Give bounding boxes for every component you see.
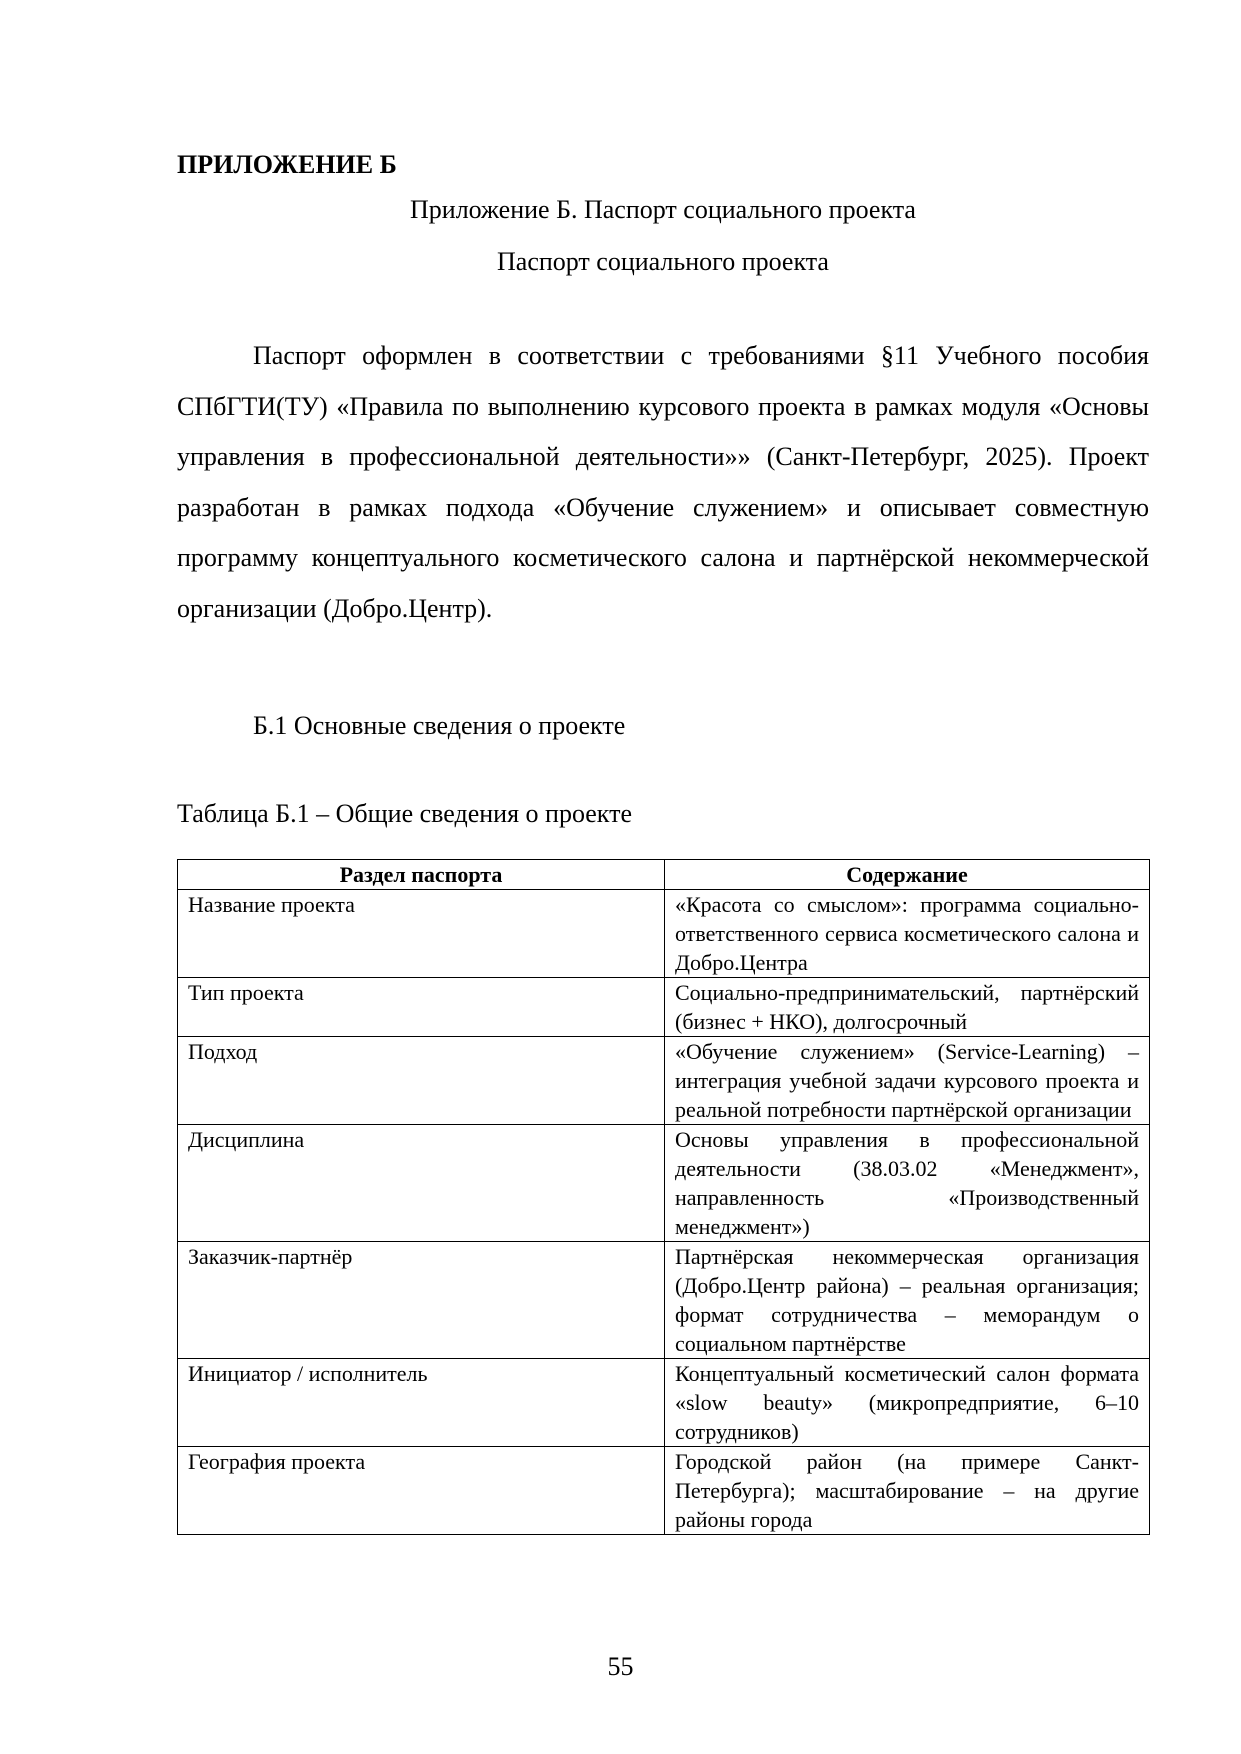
table-header-content: Содержание (665, 860, 1150, 890)
appendix-subtitle: Приложение Б. Паспорт социального проекта (410, 195, 916, 224)
table-cell-content: «Красота со смыслом»: программа социально-ответственного сервиса косметического салона и Добро.Центра (665, 890, 1150, 978)
table-cell-content: Концептуальный косметический салон формата «slow beauty» (микропредприятие, 6–10 сотрудников) (665, 1359, 1150, 1447)
table-caption: Таблица Б.1 – Общие сведения о проекте (177, 799, 632, 828)
table-row (178, 1037, 1150, 1125)
document-title: Паспорт социального проекта (497, 247, 829, 276)
table-cell-section: Подход (178, 1037, 665, 1125)
table-row (178, 1125, 1150, 1242)
table-row (178, 1242, 1150, 1359)
passport-table (177, 859, 1150, 1535)
table-cell-section: Название проекта (178, 890, 665, 978)
table-row (178, 1359, 1150, 1447)
table-cell-content: Социально-предпринимательский, партнёрский (бизнес + НКО), долгосрочный (665, 978, 1150, 1037)
intro-paragraph: Паспорт оформлен в соответствии с требованиями §11 Учебного пособия СПбГТИ(ТУ) «Правила по выполнению курсового проекта в рамках модуля «Основы управления в профессиональной деятельности»» (Санкт-Петербург, 2025). Проект разработан в рамках подхода «Обучение служением» и описывает совместную программу концептуального косметического салона и партнёрской некоммерческой организации (Добро.Центр). (177, 341, 1149, 623)
table-cell-content: «Обучение служением» (Service-Learning) – интеграция учебной задачи курсового проекта и реальной потребности партнёрской организации (665, 1037, 1150, 1125)
table-cell-content: Партнёрская некоммерческая организация (Добро.Центр района) – реальная организация; формат сотрудничества – меморандум о социальном партнёрстве (665, 1242, 1150, 1359)
table-row (178, 890, 1150, 978)
table-cell-section: Инициатор / исполнитель (178, 1359, 665, 1447)
section-heading: Б.1 Основные сведения о проекте (253, 711, 626, 740)
table-cell-section: Дисциплина (178, 1125, 665, 1242)
table-header-row (178, 860, 1150, 890)
table-row (178, 1447, 1150, 1535)
table-row (178, 978, 1150, 1037)
table-header-section: Раздел паспорта (178, 860, 665, 890)
table-cell-section: География проекта (178, 1447, 665, 1535)
table-cell-section: Тип проекта (178, 978, 665, 1037)
table-cell-content: Городской район (на примере Санкт-Петербурга); масштабирование – на другие районы города (665, 1447, 1150, 1535)
table-cell-section: Заказчик-партнёр (178, 1242, 665, 1359)
page-number: 55 (607, 1652, 634, 1681)
table-cell-content: Основы управления в профессиональной деятельности (38.03.02 «Менеджмент», направленность «Производственный менеджмент») (665, 1125, 1150, 1242)
appendix-heading: ПРИЛОЖЕНИЕ Б (177, 150, 397, 179)
